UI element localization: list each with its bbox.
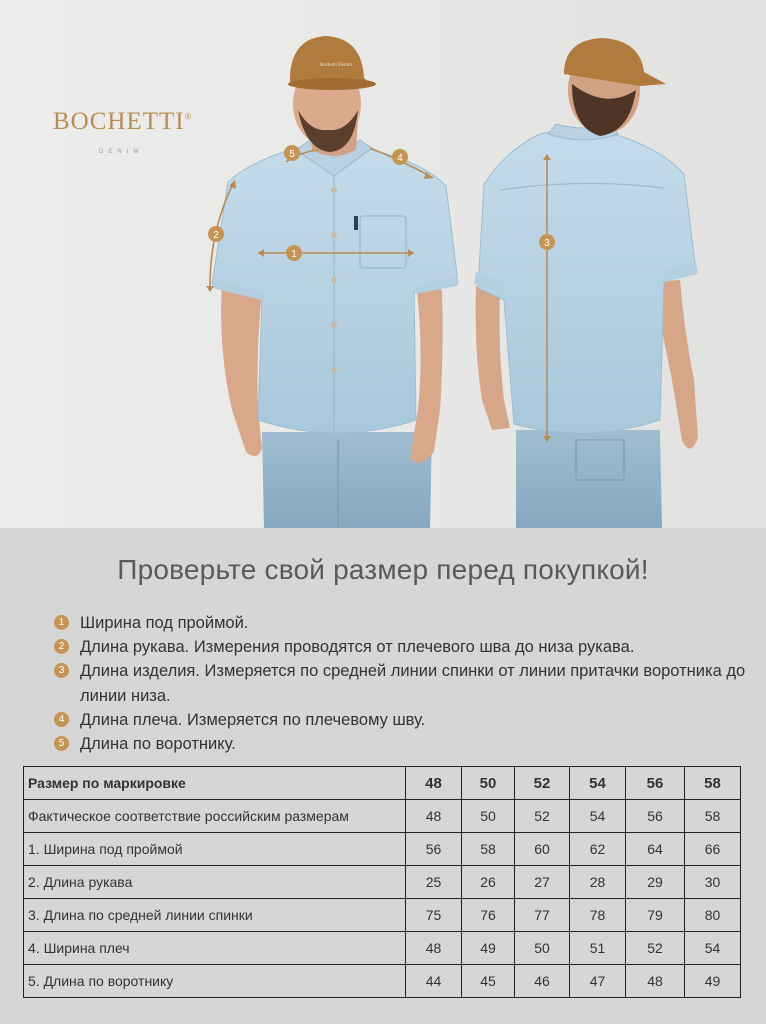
table-cell: 54 (685, 932, 741, 965)
table-cell: 79 (626, 899, 685, 932)
size-table (23, 766, 741, 998)
size-table-wrapper (23, 766, 741, 998)
brand-name (53, 108, 223, 136)
table-cell: 28 (570, 866, 626, 899)
table-cell: 47 (570, 965, 626, 998)
table-cell: 80 (685, 899, 741, 932)
note-text: Длина плеча. Измеряется по плечевому шву. (80, 710, 426, 729)
note-item (54, 659, 754, 707)
brand-logo (53, 108, 223, 155)
table-row (24, 866, 741, 899)
table-header-cell: 52 (515, 767, 570, 800)
table-cell: 29 (626, 866, 685, 899)
table-header-cell: 48 (406, 767, 462, 800)
table-cell: 60 (515, 833, 570, 866)
table-cell: 52 (515, 800, 570, 833)
table-cell: 48 (406, 800, 462, 833)
note-item (54, 635, 754, 659)
marker-label-4: 4 (397, 153, 403, 164)
note-item (54, 708, 754, 732)
page-heading: Проверьте свой размер перед покупкой! (117, 554, 649, 585)
table-header-label: Размер по маркировке (24, 767, 406, 800)
table-cell: 54 (570, 800, 626, 833)
table-cell: 27 (515, 866, 570, 899)
table-header-row (24, 767, 741, 800)
table-cell: 78 (570, 899, 626, 932)
table-cell: 49 (462, 932, 515, 965)
table-row (24, 833, 741, 866)
table-row-label: 5. Длина по воротнику (24, 965, 406, 998)
table-cell: 62 (570, 833, 626, 866)
table-cell: 75 (406, 899, 462, 932)
note-text: Ширина под проймой. (80, 614, 249, 632)
back-jeans (516, 430, 662, 528)
table-cell: 56 (406, 833, 462, 866)
table-cell: 50 (462, 800, 515, 833)
table-cell: 45 (462, 965, 515, 998)
table-row (24, 965, 741, 998)
table-cell: 76 (462, 899, 515, 932)
table-cell: 48 (626, 965, 685, 998)
table-cell: 58 (462, 833, 515, 866)
table-cell: 48 (406, 932, 462, 965)
table-cell: 56 (626, 800, 685, 833)
table-row-label: 2. Длина рукава (24, 866, 406, 899)
table-cell: 58 (685, 800, 741, 833)
back-model (474, 38, 698, 528)
measurement-notes (54, 611, 754, 756)
note-text: Длина рукава. Измерения проводятся от плечевого шва до низа рукава. (80, 638, 635, 657)
front-cap-logo: Bochetti Denim (320, 63, 352, 68)
table-row-label: 4. Ширина плеч (24, 932, 406, 965)
marker-label-1: 1 (291, 249, 297, 260)
back-shirt (478, 129, 696, 433)
table-cell: 49 (685, 965, 741, 998)
note-text: Длина изделия. Измеряется по средней линии спинки от линии притачки воротника до линии низа. (80, 662, 746, 705)
table-row (24, 800, 741, 833)
table-cell: 52 (626, 932, 685, 965)
note-number-badge: 4 (54, 712, 69, 727)
front-model (212, 36, 458, 528)
table-header-cell: 50 (462, 767, 515, 800)
brand-subtitle: DENIM (99, 149, 144, 155)
table-cell: 26 (462, 866, 515, 899)
marker-label-3: 3 (544, 238, 550, 249)
note-number-badge: 1 (54, 615, 69, 630)
table-row-label: 1. Ширина под проймой (24, 833, 406, 866)
note-text: Длина по воротнику. (80, 735, 236, 754)
table-cell: 64 (626, 833, 685, 866)
table-cell: 46 (515, 965, 570, 998)
table-header-cell: 54 (570, 767, 626, 800)
note-item (54, 611, 754, 635)
table-cell: 30 (685, 866, 741, 899)
note-item (54, 732, 754, 756)
note-number-badge: 2 (54, 639, 69, 654)
brand-name-text: BOCHETTI (53, 108, 185, 135)
note-number-badge: 3 (54, 663, 69, 678)
table-header-cell: 56 (626, 767, 685, 800)
brand-registered-mark: ® (184, 111, 193, 122)
table-cell: 44 (406, 965, 462, 998)
table-cell: 25 (406, 866, 462, 899)
table-cell: 77 (515, 899, 570, 932)
table-cell: 66 (685, 833, 741, 866)
table-row (24, 899, 741, 932)
front-jeans (262, 432, 432, 528)
table-row-label: 3. Длина по средней линии спинки (24, 899, 406, 932)
table-header-cell: 58 (685, 767, 741, 800)
marker-label-2: 2 (213, 230, 219, 241)
table-row-label: Фактическое соответствие российским размерам (24, 800, 406, 833)
note-number-badge: 5 (54, 736, 69, 751)
table-cell: 50 (515, 932, 570, 965)
marker-label-5: 5 (289, 149, 295, 160)
table-row (24, 932, 741, 965)
table-cell: 51 (570, 932, 626, 965)
